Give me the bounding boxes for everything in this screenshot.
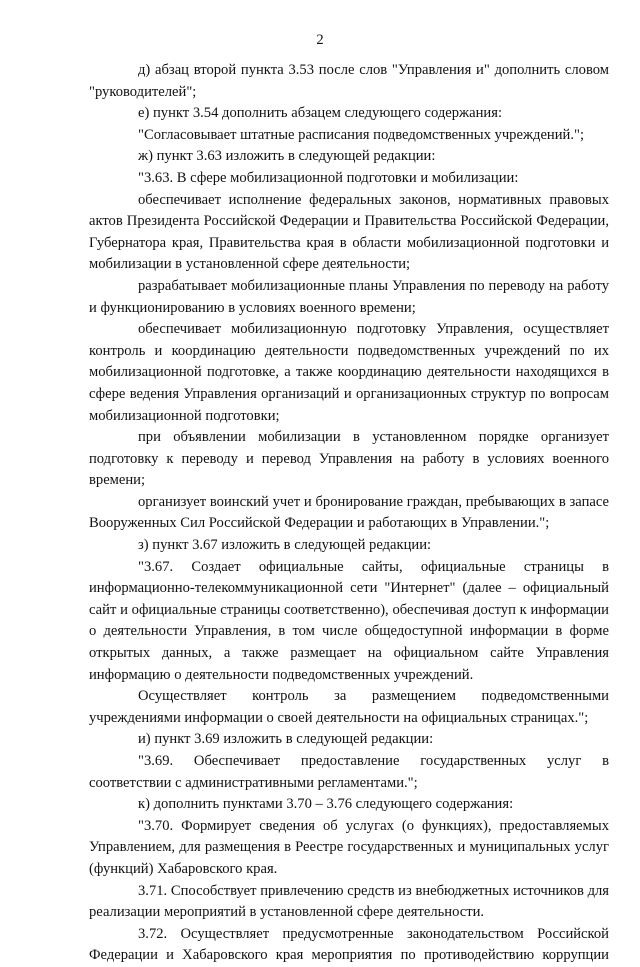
document-body	[89, 60, 609, 967]
paragraph: к) дополнить пунктами 3.70 – 3.76 следующего содержания:	[138, 796, 514, 813]
paragraph: ж) пункт 3.63 изложить в следующей редакции:	[138, 148, 436, 165]
paragraph: "Согласовывает штатные расписания подведомственных учреждений.";	[138, 126, 585, 143]
paragraph: организует воинский учет и бронирование граждан, пребывающих в запасе Вооруженных Сил Российской Федерации и работающих в Управлении.";	[89, 493, 609, 532]
paragraph: е) пункт 3.54 дополнить абзацем следующего содержания:	[138, 105, 503, 122]
paragraph: "3.70. Формирует сведения об услугах (о функциях), предоставляемых Управлением, для размещения в Реестре государственных и муниципальных услуг (функций) Хабаровского края.	[89, 817, 609, 877]
page-number: 2	[316, 32, 324, 48]
paragraph: "3.63. В сфере мобилизационной подготовки и мобилизации:	[138, 169, 519, 186]
paragraph: "3.67. Создает официальные сайты, официальные страницы в информационно-телекоммуникационной сети "Интернет" (далее – официальный сайт и официальные страницы соответственно), обеспечивая доступ к информации о деятельности Управления, в том числе общедоступной информации в форме открытых данных, а также размещает на официальном сайте Управления информацию о деятельности подведомственных учреждений.	[89, 558, 609, 683]
paragraph: з) пункт 3.67 изложить в следующей редакции:	[138, 537, 432, 554]
paragraph: обеспечивает мобилизационную подготовку Управления, осуществляет контроль и координацию деятельности подведомственных учреждений по их мобилизационной подготовке, а также координацию деятельности находящихся в сфере ведения Управления организаций и организационных структур по вопросам мобилизационной подготовки;	[89, 321, 609, 424]
paragraph: и) пункт 3.69 изложить в следующей редакции:	[138, 731, 434, 748]
paragraph: 3.71. Способствует привлечению средств из внебюджетных источников для реализации мероприятий в установленной сфере деятельности.	[89, 882, 609, 921]
paragraph: обеспечивает исполнение федеральных законов, нормативных правовых актов Президента Российской Федерации и Правительства Российской Федерации, Губернатора края, Правительства края в области мобилизационной подготовки и мобилизации в установленной сфере деятельности;	[89, 191, 609, 273]
paragraph: д) абзац второй пункта 3.53 после слов "Управления и" дополнить словом "руководителей";	[89, 62, 609, 100]
paragraph: при объявлении мобилизации в установленном порядке организует подготовку к переводу и перевод Управления на работу в условиях военного времени;	[89, 429, 609, 489]
paragraph: "3.69. Обеспечивает предоставление государственных услуг в соответствии с административными регламентами.";	[89, 753, 609, 791]
paragraph: разрабатывает мобилизационные планы Управления по переводу на работу и функционированию в условиях военного времени;	[89, 277, 609, 316]
paragraph: Осуществляет контроль за размещением подведомственными учреждениями информации о своей деятельности на официальных страницах.";	[89, 688, 609, 726]
paragraph: 3.72. Осуществляет предусмотренные законодательством Российской Федерации и Хабаровского края мероприятия по противодействию коррупции	[89, 925, 609, 964]
